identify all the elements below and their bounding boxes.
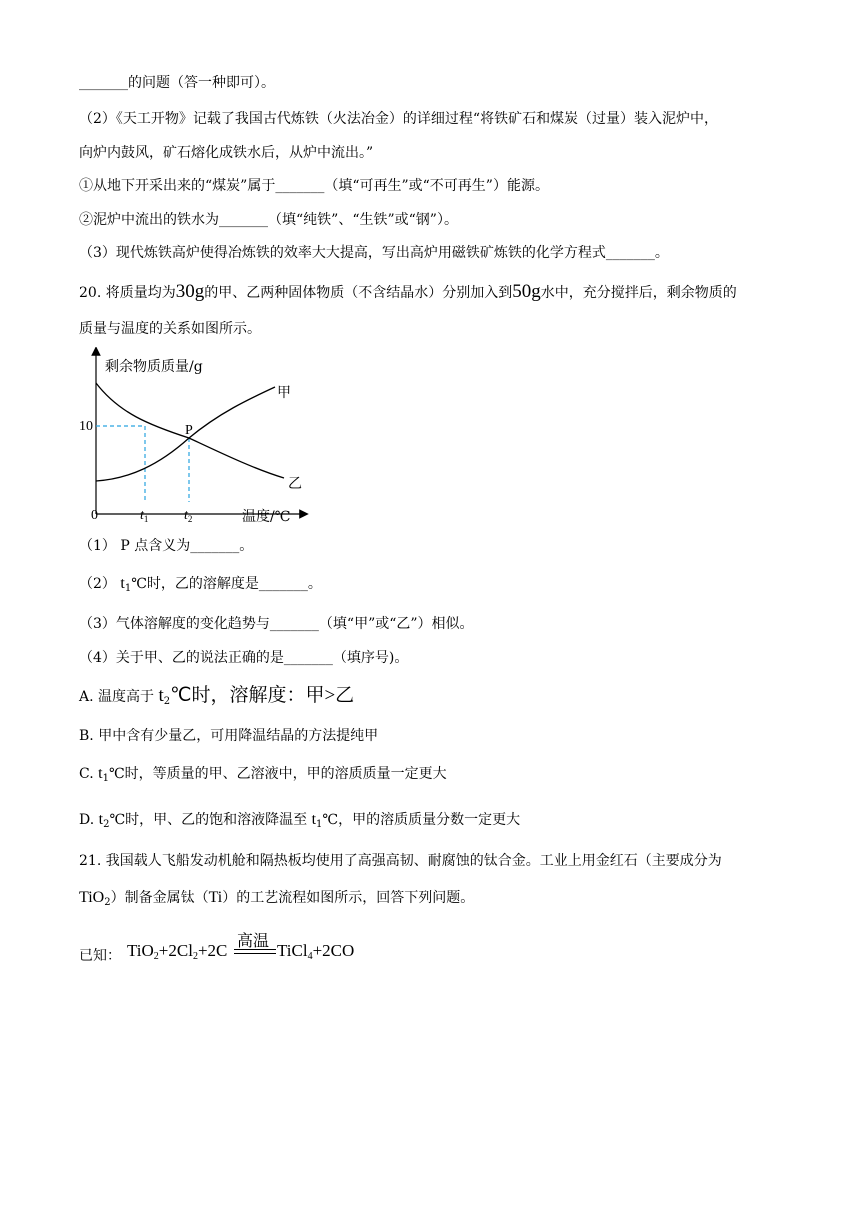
q19-blank-line: _______的问题（答一种即可）。 bbox=[79, 75, 275, 91]
q20-option-a: A. 温度高于 $t_2℃$时，溶解度：甲>乙 bbox=[79, 685, 355, 707]
q20-option-d: D. $t_2℃$时，甲、乙的饱和溶液降温至 $t_1℃$，甲的溶质质量分数一定更大 bbox=[79, 811, 521, 830]
q19-part2-sub2: ②泥炉中流出的铁水为_______（填“纯铁”、“生铁”或“钢”）。 bbox=[79, 212, 458, 228]
solubility-chart bbox=[79, 347, 319, 532]
q21-stem-line2: TiO$_2$）制备金属钛（Ti）的工艺流程如图所示，回答下列问题。 bbox=[79, 889, 475, 908]
q20-stem-line1: 20. 将质量均为30g的甲、乙两种固体物质（不含结晶水）分别加入到50g水中，充分搅拌后，剩余物质的 bbox=[79, 281, 737, 302]
x-tick-t2: $t_2$ bbox=[184, 508, 193, 524]
y-tick-10: 10 bbox=[79, 419, 93, 434]
series-yi-label: 乙 bbox=[288, 476, 302, 492]
x-axis-label: 温度/℃ bbox=[242, 509, 291, 525]
equation-reactants: $TiO_2+2Cl_2+2C$ bbox=[127, 941, 228, 962]
origin-label: 0 bbox=[91, 508, 98, 523]
y-axis-label: 剩余物质质量/g bbox=[105, 359, 203, 375]
q19-part2-line2: 向炉内鼓风，矿石熔化成铁水后，从炉中流出。” bbox=[79, 145, 374, 161]
q20-sub2: （2） $t_1℃$时，乙的溶解度是_______。 bbox=[79, 575, 322, 594]
series-jia-label: 甲 bbox=[277, 385, 291, 401]
known-label: 已知： bbox=[79, 948, 121, 964]
q19-part3: （3）现代炼铁高炉使得冶炼铁的效率大大提高，写出高炉用磁铁矿炼铁的化学方程式_______。 bbox=[79, 245, 669, 261]
q21-stem-line1: 21. 我国载人飞船发动机舱和隔热板均使用了高强高韧、耐腐蚀的钛合金。工业上用金红石（主要成分为 bbox=[79, 853, 722, 869]
equation-products: TiCl$_4$+2CO bbox=[277, 941, 355, 962]
equals-sign bbox=[234, 949, 276, 954]
q20-stem-line2: 质量与温度的关系如图所示。 bbox=[79, 321, 261, 337]
q19-part2-line1: （2）《天工开物》记载了我国古代炼铁（火法冶金）的详细过程“将铁矿石和煤炭（过量）装入泥炉中， bbox=[79, 111, 719, 127]
q20-sub1: （1） P 点含义为_______。 bbox=[79, 538, 254, 554]
x-tick-t1: $t_1$ bbox=[140, 508, 149, 524]
q20-sub3: （3）气体溶解度的变化趋势与_______（填“甲”或“乙”）相似。 bbox=[79, 616, 474, 632]
q20-option-b: B. 甲中含有少量乙，可用降温结晶的方法提纯甲 bbox=[79, 728, 379, 744]
reaction-condition: 高温 bbox=[237, 931, 270, 950]
q20-sub4: （4）关于甲、乙的说法正确的是_______（填序号)。 bbox=[79, 650, 409, 666]
known-equation bbox=[79, 928, 399, 968]
q20-option-c: C. $t_1℃$时，等质量的甲、乙溶液中，甲的溶质质量一定更大 bbox=[79, 765, 447, 784]
point-p-label: P bbox=[185, 423, 193, 438]
q19-part2-sub1: ①从地下开采出来的“煤炭”属于_______（填“可再生”或“不可再生”）能源。 bbox=[79, 178, 549, 194]
